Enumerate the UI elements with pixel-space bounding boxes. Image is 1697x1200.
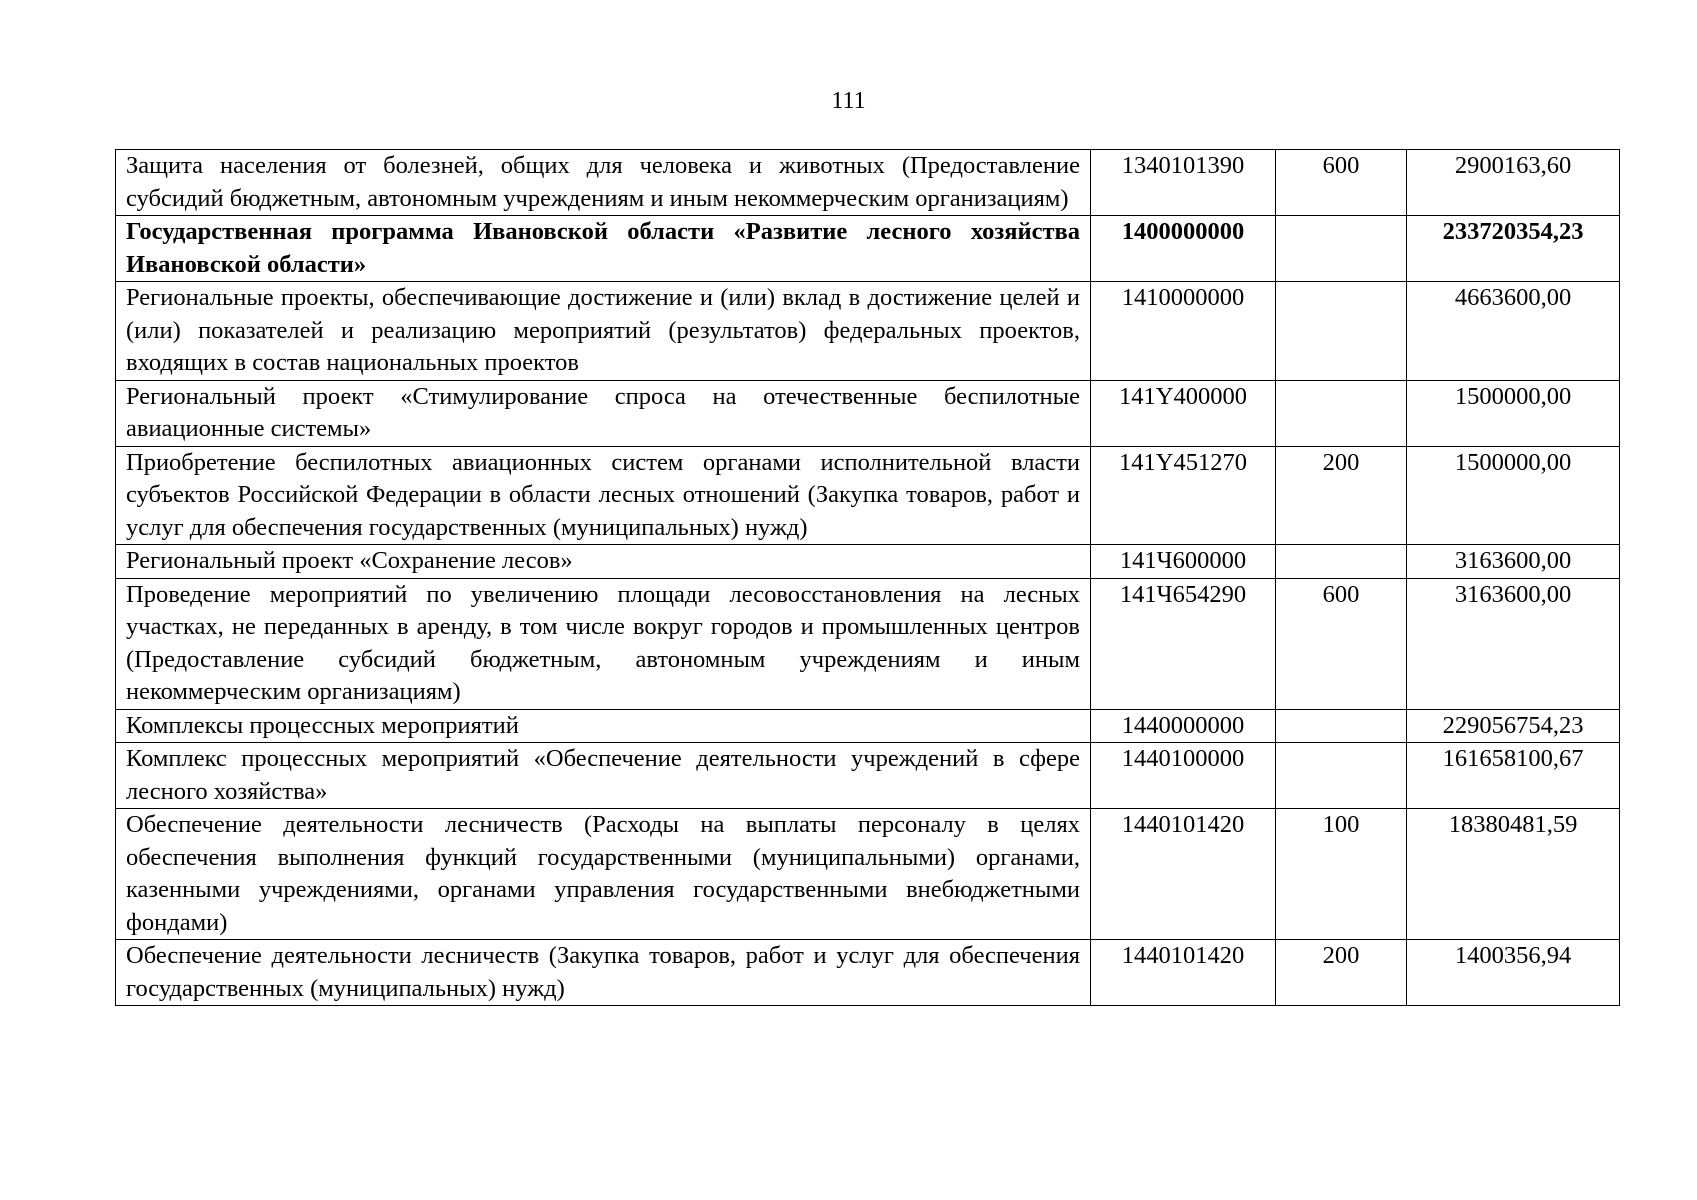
table-row — [116, 150, 1620, 216]
row-code-cell: 141Ч654290 — [1091, 578, 1276, 709]
row-name-cell: Региональный проект «Стимулирование спроса на отечественные беспилотные авиационные системы» — [116, 380, 1091, 446]
row-code-cell: 1440100000 — [1091, 743, 1276, 809]
row-type-cell — [1276, 743, 1407, 809]
row-name-cell: Региональный проект «Сохранение лесов» — [116, 545, 1091, 579]
table-row — [116, 743, 1620, 809]
row-sum-cell: 4663600,00 — [1407, 282, 1620, 381]
table-row — [116, 282, 1620, 381]
row-type-cell: 600 — [1276, 578, 1407, 709]
row-sum-cell: 1400356,94 — [1407, 940, 1620, 1006]
row-type-cell: 100 — [1276, 809, 1407, 940]
row-type-cell — [1276, 216, 1407, 282]
row-name-cell: Приобретение беспилотных авиационных систем органами исполнительной власти субъектов Российской Федерации в области лесных отношений (Закупка товаров, работ и услуг для обеспечения государственных (муниципальных) нужд) — [116, 446, 1091, 545]
row-code-cell: 1340101390 — [1091, 150, 1276, 216]
row-code-cell: 141Y451270 — [1091, 446, 1276, 545]
table-row — [116, 578, 1620, 709]
table-row — [116, 809, 1620, 940]
row-sum-cell: 18380481,59 — [1407, 809, 1620, 940]
table-row — [116, 380, 1620, 446]
row-sum-cell: 3163600,00 — [1407, 578, 1620, 709]
table-row — [116, 216, 1620, 282]
row-code-cell: 141Y400000 — [1091, 380, 1276, 446]
row-name-cell: Обеспечение деятельности лесничеств (Закупка товаров, работ и услуг для обеспечения государственных (муниципальных) нужд) — [116, 940, 1091, 1006]
row-code-cell: 1440101420 — [1091, 940, 1276, 1006]
row-name-cell: Региональные проекты, обеспечивающие достижение и (или) вклад в достижение целей и (или) показателей и реализацию мероприятий (результатов) федеральных проектов, входящих в состав национальных проектов — [116, 282, 1091, 381]
row-type-cell — [1276, 380, 1407, 446]
table-row — [116, 545, 1620, 579]
row-name-cell: Проведение мероприятий по увеличению площади лесовосстановления на лесных участках, не переданных в аренду, в том числе вокруг городов и промышленных центров (Предоставление субсидий бюджетным, автономным учреждениям и иным некоммерческим организациям) — [116, 578, 1091, 709]
row-sum-cell: 229056754,23 — [1407, 709, 1620, 743]
row-code-cell: 1440101420 — [1091, 809, 1276, 940]
row-type-cell — [1276, 282, 1407, 381]
row-type-cell — [1276, 545, 1407, 579]
row-type-cell: 600 — [1276, 150, 1407, 216]
row-sum-cell: 1500000,00 — [1407, 380, 1620, 446]
table-row — [116, 940, 1620, 1006]
row-type-cell: 200 — [1276, 446, 1407, 545]
row-name-cell: Комплекс процессных мероприятий «Обеспечение деятельности учреждений в сфере лесного хозяйства» — [116, 743, 1091, 809]
row-sum-cell: 2900163,60 — [1407, 150, 1620, 216]
row-sum-cell: 1500000,00 — [1407, 446, 1620, 545]
row-code-cell: 1410000000 — [1091, 282, 1276, 381]
row-sum-cell: 3163600,00 — [1407, 545, 1620, 579]
row-sum-cell: 161658100,67 — [1407, 743, 1620, 809]
row-code-cell: 1440000000 — [1091, 709, 1276, 743]
row-name-cell: Обеспечение деятельности лесничеств (Расходы на выплаты персоналу в целях обеспечения выполнения функций государственными (муниципальными) органами, казенными учреждениями, органами управления государственными внебюджетными фондами) — [116, 809, 1091, 940]
row-name-cell: Защита населения от болезней, общих для человека и животных (Предоставление субсидий бюджетным, автономным учреждениям и иным некоммерческим организациям) — [116, 150, 1091, 216]
table-row — [116, 709, 1620, 743]
row-type-cell: 200 — [1276, 940, 1407, 1006]
row-name-cell: Комплексы процессных мероприятий — [116, 709, 1091, 743]
row-name-cell: Государственная программа Ивановской области «Развитие лесного хозяйства Ивановской области» — [116, 216, 1091, 282]
page-number: 111 — [831, 88, 866, 114]
row-sum-cell: 233720354,23 — [1407, 216, 1620, 282]
row-code-cell: 1400000000 — [1091, 216, 1276, 282]
budget-table — [115, 149, 1620, 1006]
row-type-cell — [1276, 709, 1407, 743]
row-code-cell: 141Ч600000 — [1091, 545, 1276, 579]
table-row — [116, 446, 1620, 545]
